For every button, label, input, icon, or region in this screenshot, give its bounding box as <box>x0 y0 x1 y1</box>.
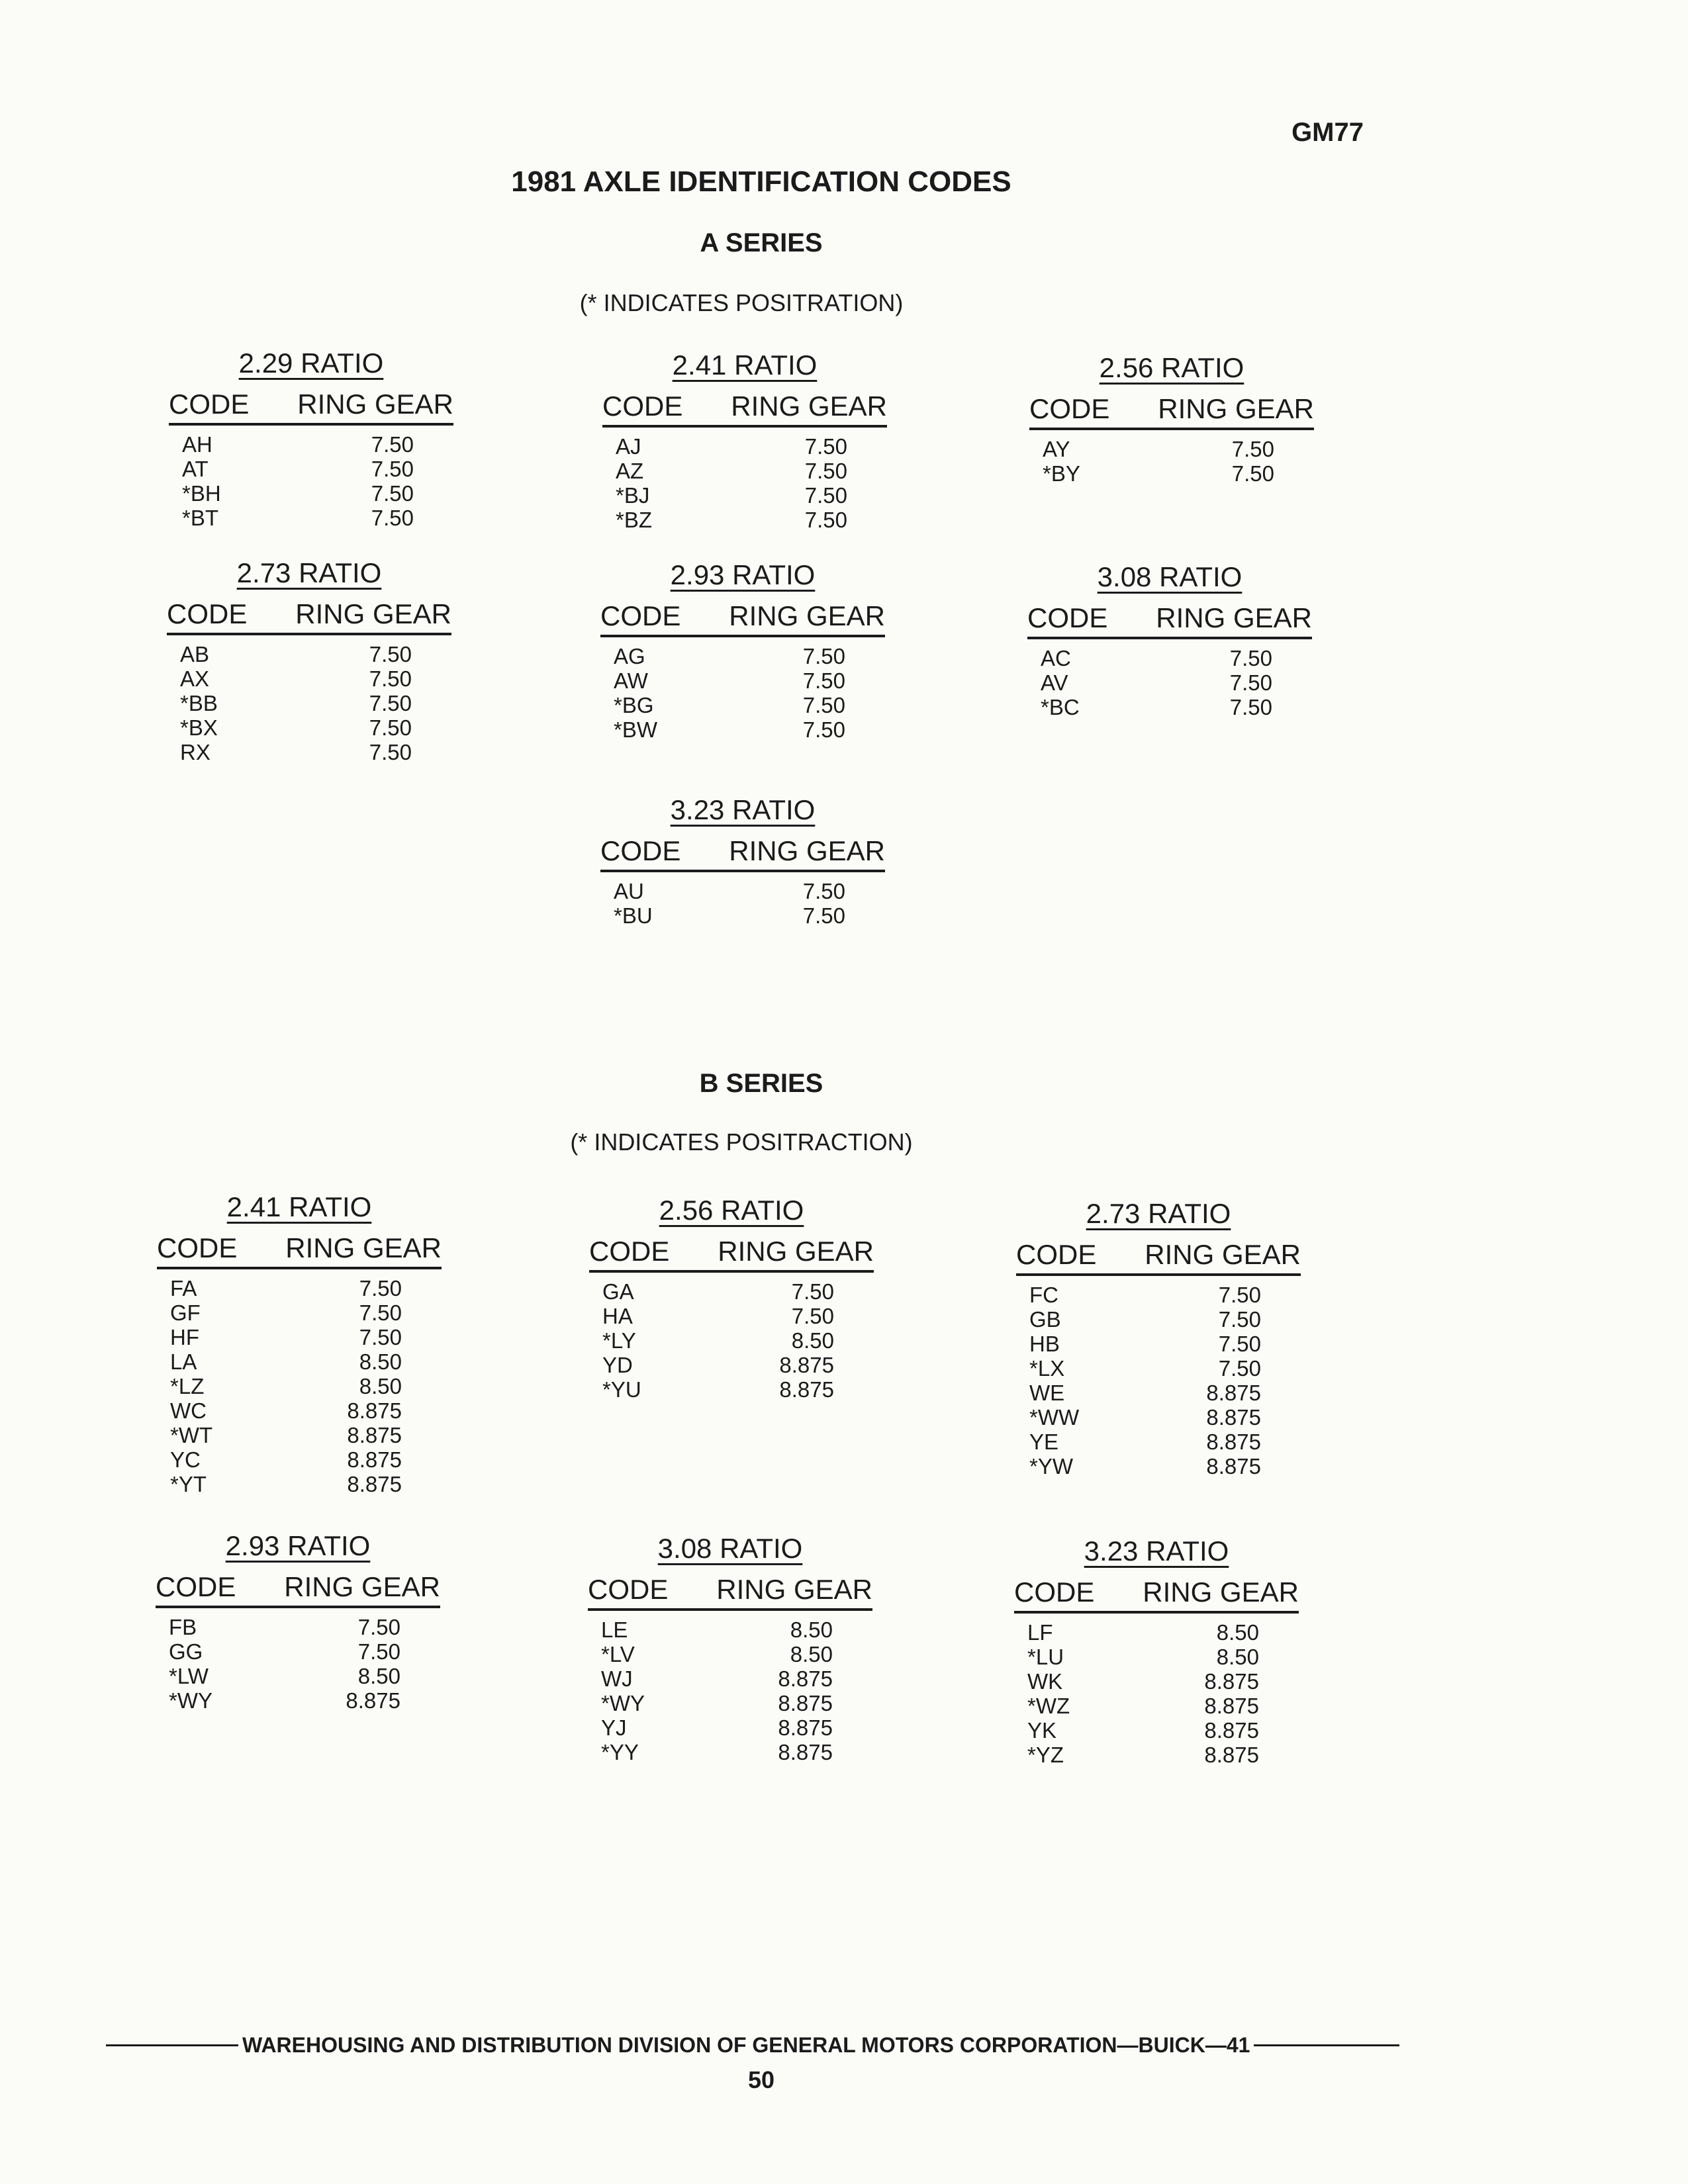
ring-gear-size: 8.50 <box>359 1349 402 1374</box>
table-row <box>589 1304 874 1328</box>
ring-gear-size: 7.50 <box>1231 437 1274 461</box>
table-header <box>588 1574 872 1611</box>
axle-code: FB <box>169 1615 197 1639</box>
axle-code: *BB <box>180 691 218 715</box>
axle-code: *BZ <box>616 508 653 532</box>
ratio-title <box>1029 352 1314 384</box>
ratio-table <box>1029 352 1314 486</box>
ratio-table <box>1027 561 1312 719</box>
table-header <box>602 390 887 428</box>
table-header <box>1027 602 1312 639</box>
ring-gear-size: 8.50 <box>1216 1645 1259 1669</box>
ring-gear-size: 7.50 <box>804 459 847 483</box>
axle-code: YC <box>170 1447 201 1472</box>
axle-code: *WY <box>169 1688 212 1713</box>
ratio-title <box>1027 561 1312 593</box>
axle-code: RX <box>180 740 211 764</box>
axle-code: *BY <box>1043 461 1080 486</box>
page-number: 50 <box>747 2066 775 2093</box>
code-column-header: CODE <box>1029 393 1110 424</box>
ring-gear-column-header: RING GEAR <box>284 1571 440 1602</box>
ring-gear-column-header: RING GEAR <box>729 600 885 631</box>
ring-gear-size: 7.50 <box>1218 1332 1261 1356</box>
axle-code: AG <box>614 644 645 668</box>
ring-gear-size: 7.50 <box>369 691 412 715</box>
table-row <box>157 1423 442 1447</box>
code-column-header: CODE <box>1016 1239 1097 1270</box>
a-series-heading: A SERIES <box>700 228 823 257</box>
table-row <box>169 506 453 530</box>
ratio-table <box>600 559 885 742</box>
axle-code: *YU <box>602 1377 641 1402</box>
ring-gear-size: 8.50 <box>357 1664 400 1688</box>
ring-gear-column-header: RING GEAR <box>729 835 885 866</box>
ring-gear-size: 8.875 <box>1204 1743 1259 1767</box>
axle-code: *BG <box>614 693 654 717</box>
axle-code: GA <box>602 1279 634 1304</box>
axle-code: WJ <box>601 1666 633 1691</box>
axle-code: GB <box>1029 1307 1061 1332</box>
table-row <box>156 1639 440 1664</box>
table-row <box>157 1447 442 1472</box>
ratio-table <box>157 1191 442 1496</box>
ring-gear-size: 7.50 <box>802 644 845 668</box>
axle-code: AT <box>182 457 209 481</box>
ring-gear-size: 7.50 <box>1218 1283 1261 1307</box>
axle-code: FC <box>1029 1283 1058 1307</box>
ring-gear-size: 7.50 <box>802 879 845 903</box>
axle-code: AH <box>182 432 212 457</box>
ratio-label: 2.73 RATIO <box>236 557 382 588</box>
table-row <box>167 715 451 740</box>
b-series-note: (* INDICATES POSITRACTION) <box>570 1128 913 1156</box>
ratio-title <box>589 1195 874 1226</box>
axle-code: AX <box>180 666 210 691</box>
ring-gear-column-header: RING GEAR <box>1143 1576 1299 1608</box>
ring-gear-size: 8.875 <box>1206 1381 1261 1405</box>
axle-code: *LW <box>169 1664 209 1688</box>
table-row <box>1014 1718 1299 1743</box>
footer-text: WAREHOUSING AND DISTRIBUTION DIVISION OF GENERAL MOTORS CORPORATION—BUICK—41 <box>242 2033 1250 2057</box>
table-row <box>1027 670 1312 695</box>
ring-gear-size: 8.875 <box>1206 1454 1261 1479</box>
axle-code: YK <box>1027 1718 1057 1743</box>
table-row <box>157 1398 442 1423</box>
ring-gear-size: 7.50 <box>791 1304 834 1328</box>
table-header <box>157 1232 442 1269</box>
table-row <box>1016 1307 1301 1332</box>
ring-gear-size: 7.50 <box>369 642 412 666</box>
axle-code: GF <box>170 1300 201 1325</box>
ring-gear-size: 8.875 <box>778 1715 833 1740</box>
ratio-label: 2.73 RATIO <box>1086 1198 1231 1229</box>
ring-gear-column-header: RING GEAR <box>295 598 451 629</box>
axle-code: *WZ <box>1027 1694 1070 1718</box>
ring-gear-column-header: RING GEAR <box>718 1236 874 1267</box>
axle-code: *LV <box>601 1642 635 1666</box>
table-row <box>600 879 885 903</box>
table-row <box>588 1642 872 1666</box>
ring-gear-size: 7.50 <box>791 1279 834 1304</box>
table-row <box>156 1664 440 1688</box>
ratio-table <box>1014 1535 1299 1767</box>
axle-code: *YT <box>170 1472 207 1496</box>
axle-code: *WY <box>601 1691 645 1715</box>
axle-code: *YW <box>1029 1454 1073 1479</box>
ring-gear-size: 8.875 <box>346 1688 400 1713</box>
code-column-header: CODE <box>1027 602 1108 633</box>
axle-code: AU <box>614 879 644 903</box>
ring-gear-size: 8.875 <box>779 1377 834 1402</box>
axle-code: WE <box>1029 1381 1065 1405</box>
axle-code: AJ <box>616 434 641 459</box>
axle-code: LE <box>601 1617 628 1642</box>
axle-code: AV <box>1041 670 1068 695</box>
axle-code: *BH <box>182 481 221 506</box>
ratio-label: 2.56 RATIO <box>1099 352 1244 383</box>
table-row <box>588 1666 872 1691</box>
ring-gear-size: 7.50 <box>802 693 845 717</box>
ring-gear-size: 7.50 <box>357 1639 400 1664</box>
table-row <box>600 903 885 928</box>
ring-gear-size: 7.50 <box>357 1615 400 1639</box>
ratio-title <box>1016 1198 1301 1230</box>
axle-code: *LU <box>1027 1645 1064 1669</box>
ratio-label: 2.29 RATIO <box>238 347 384 379</box>
ring-gear-size: 8.875 <box>1206 1405 1261 1430</box>
ratio-label: 2.93 RATIO <box>225 1530 371 1561</box>
table-row <box>156 1688 440 1713</box>
axle-code: *LY <box>602 1328 636 1353</box>
code-column-header: CODE <box>167 598 248 629</box>
table-row <box>589 1353 874 1377</box>
table-row <box>1016 1283 1301 1307</box>
table-row <box>1016 1332 1301 1356</box>
ratio-title <box>169 347 453 379</box>
table-row <box>588 1740 872 1764</box>
table-row <box>157 1374 442 1398</box>
ring-gear-size: 7.50 <box>802 717 845 742</box>
code-column-header: CODE <box>157 1232 238 1263</box>
table-row <box>600 668 885 693</box>
axle-code: AC <box>1041 646 1071 670</box>
axle-code: WC <box>170 1398 207 1423</box>
ring-gear-column-header: RING GEAR <box>285 1232 442 1263</box>
b-series-heading: B SERIES <box>699 1069 823 1098</box>
ring-gear-size: 8.50 <box>359 1374 402 1398</box>
table-header <box>600 600 885 637</box>
ring-gear-size: 7.50 <box>1229 646 1272 670</box>
table-row <box>602 483 887 508</box>
ratio-label: 3.08 RATIO <box>657 1533 803 1564</box>
axle-code: *LX <box>1029 1356 1065 1381</box>
ring-gear-size: 7.50 <box>359 1300 402 1325</box>
table-row <box>156 1615 440 1639</box>
table-row <box>169 481 453 506</box>
table-header <box>169 388 453 426</box>
ring-gear-size: 7.50 <box>371 457 414 481</box>
table-row <box>600 693 885 717</box>
ring-gear-column-header: RING GEAR <box>716 1574 872 1605</box>
code-column-header: CODE <box>156 1571 236 1602</box>
ratio-title <box>600 559 885 591</box>
ratio-table <box>167 557 451 764</box>
code-column-header: CODE <box>600 835 681 866</box>
axle-code: AZ <box>616 459 644 483</box>
footer <box>106 2033 1403 2058</box>
table-row <box>1014 1645 1299 1669</box>
ring-gear-column-header: RING GEAR <box>1145 1239 1301 1270</box>
ring-gear-size: 7.50 <box>1229 695 1272 719</box>
table-row <box>157 1325 442 1349</box>
axle-code: LA <box>170 1349 197 1374</box>
table-row <box>1014 1743 1299 1767</box>
ratio-title <box>602 349 887 381</box>
table-row <box>1027 646 1312 670</box>
axle-code: FA <box>170 1276 197 1300</box>
ring-gear-size: 7.50 <box>804 508 847 532</box>
table-header <box>1014 1576 1299 1614</box>
axle-code: YJ <box>601 1715 627 1740</box>
ring-gear-size: 7.50 <box>369 740 412 764</box>
ring-gear-size: 8.875 <box>347 1423 402 1447</box>
ring-gear-size: 7.50 <box>802 903 845 928</box>
axle-code: AB <box>180 642 210 666</box>
ring-gear-size: 7.50 <box>369 666 412 691</box>
table-header <box>167 598 451 635</box>
axle-code: *BC <box>1041 695 1080 719</box>
table-header <box>600 835 885 872</box>
table-row <box>169 457 453 481</box>
table-row <box>1016 1430 1301 1454</box>
table-row <box>1016 1405 1301 1430</box>
table-row <box>167 642 451 666</box>
ring-gear-size: 8.875 <box>1204 1694 1259 1718</box>
ring-gear-size: 8.875 <box>1206 1430 1261 1454</box>
ring-gear-size: 7.50 <box>804 483 847 508</box>
ratio-table <box>589 1195 874 1402</box>
ring-gear-size: 7.50 <box>804 434 847 459</box>
ring-gear-size: 8.875 <box>1204 1669 1259 1694</box>
table-row <box>169 432 453 457</box>
ring-gear-size: 8.50 <box>791 1328 834 1353</box>
ring-gear-size: 8.875 <box>778 1666 833 1691</box>
table-row <box>167 666 451 691</box>
page-title: 1981 AXLE IDENTIFICATION CODES <box>511 165 1011 198</box>
ratio-title <box>157 1191 442 1223</box>
ring-gear-size: 8.875 <box>347 1447 402 1472</box>
axle-code: *BJ <box>616 483 650 508</box>
table-row <box>588 1617 872 1642</box>
axle-code: YE <box>1029 1430 1059 1454</box>
table-row <box>600 717 885 742</box>
code-column-header: CODE <box>588 1574 669 1605</box>
ratio-table <box>602 349 887 532</box>
ring-gear-size: 7.50 <box>369 715 412 740</box>
code-column-header: CODE <box>602 390 683 422</box>
ring-gear-size: 8.875 <box>347 1472 402 1496</box>
ratio-table <box>169 347 453 530</box>
ratio-label: 2.41 RATIO <box>672 349 818 381</box>
ratio-label: 2.41 RATIO <box>226 1191 372 1222</box>
ratio-label: 2.56 RATIO <box>659 1195 804 1226</box>
axle-code: *LZ <box>170 1374 205 1398</box>
ratio-label: 3.23 RATIO <box>670 794 816 825</box>
table-row <box>602 459 887 483</box>
ring-gear-size: 7.50 <box>371 506 414 530</box>
ratio-title <box>588 1533 872 1565</box>
ratio-label: 2.93 RATIO <box>670 559 816 590</box>
table-row <box>589 1377 874 1402</box>
table-row <box>1014 1620 1299 1645</box>
ratio-title <box>167 557 451 589</box>
axle-code: *BT <box>182 506 219 530</box>
table-row <box>1016 1356 1301 1381</box>
table-header <box>1016 1239 1301 1276</box>
table-header <box>589 1236 874 1273</box>
ring-gear-size: 7.50 <box>1229 670 1272 695</box>
table-row <box>157 1276 442 1300</box>
ring-gear-column-header: RING GEAR <box>1156 602 1312 633</box>
ring-gear-size: 7.50 <box>1218 1356 1261 1381</box>
table-row <box>1016 1381 1301 1405</box>
axle-code: AW <box>614 668 648 693</box>
axle-code: HB <box>1029 1332 1060 1356</box>
table-row <box>167 740 451 764</box>
footer-rule-left <box>106 2044 238 2046</box>
axle-code: GG <box>169 1639 203 1664</box>
ratio-table <box>156 1530 440 1713</box>
ratio-label: 3.08 RATIO <box>1097 561 1243 592</box>
ratio-table <box>1016 1198 1301 1479</box>
ring-gear-size: 7.50 <box>359 1325 402 1349</box>
axle-code: WK <box>1027 1669 1063 1694</box>
axle-code: YD <box>602 1353 633 1377</box>
table-row <box>157 1349 442 1374</box>
axle-code: *WT <box>170 1423 213 1447</box>
axle-code: AY <box>1043 437 1070 461</box>
axle-code: *WW <box>1029 1405 1080 1430</box>
footer-rule-right <box>1254 2044 1399 2046</box>
code-column-header: CODE <box>600 600 681 631</box>
ring-gear-size: 7.50 <box>802 668 845 693</box>
a-series-note: (* INDICATES POSITRATION) <box>579 289 904 316</box>
document-id: GM77 <box>1291 118 1364 147</box>
table-row <box>602 434 887 459</box>
ring-gear-size: 7.50 <box>371 432 414 457</box>
ring-gear-size: 7.50 <box>359 1276 402 1300</box>
ring-gear-column-header: RING GEAR <box>731 390 887 422</box>
table-row <box>1029 461 1314 486</box>
table-row <box>1027 695 1312 719</box>
ring-gear-size: 8.50 <box>790 1617 833 1642</box>
axle-code: *BX <box>180 715 218 740</box>
ring-gear-size: 8.875 <box>1204 1718 1259 1743</box>
axle-code: HA <box>602 1304 633 1328</box>
table-row <box>589 1328 874 1353</box>
axle-code: *YY <box>601 1740 639 1764</box>
ring-gear-size: 7.50 <box>1218 1307 1261 1332</box>
table-header <box>1029 393 1314 430</box>
table-row <box>602 508 887 532</box>
ring-gear-column-header: RING GEAR <box>297 388 453 420</box>
ring-gear-size: 8.875 <box>778 1691 833 1715</box>
ring-gear-size: 8.875 <box>347 1398 402 1423</box>
axle-code: HF <box>170 1325 199 1349</box>
code-column-header: CODE <box>1014 1576 1095 1608</box>
table-row <box>157 1300 442 1325</box>
table-row <box>1014 1669 1299 1694</box>
ring-gear-column-header: RING GEAR <box>1158 393 1314 424</box>
ratio-title <box>156 1530 440 1562</box>
table-row <box>167 691 451 715</box>
ratio-title <box>600 794 885 826</box>
table-row <box>1014 1694 1299 1718</box>
table-row <box>588 1715 872 1740</box>
table-row <box>589 1279 874 1304</box>
ring-gear-size: 8.875 <box>779 1353 834 1377</box>
ratio-table <box>600 794 885 928</box>
axle-code: *YZ <box>1027 1743 1064 1767</box>
ratio-table <box>588 1533 872 1764</box>
table-row <box>1016 1454 1301 1479</box>
ratio-title <box>1014 1535 1299 1567</box>
table-row <box>588 1691 872 1715</box>
ring-gear-size: 7.50 <box>1231 461 1274 486</box>
axle-code: *BW <box>614 717 657 742</box>
table-row <box>600 644 885 668</box>
ring-gear-size: 8.50 <box>790 1642 833 1666</box>
table-row <box>1029 437 1314 461</box>
table-row <box>157 1472 442 1496</box>
ring-gear-size: 7.50 <box>371 481 414 506</box>
code-column-header: CODE <box>169 388 250 420</box>
axle-code: *BU <box>614 903 653 928</box>
ring-gear-size: 8.875 <box>778 1740 833 1764</box>
code-column-header: CODE <box>589 1236 670 1267</box>
ring-gear-size: 8.50 <box>1216 1620 1259 1645</box>
table-header <box>156 1571 440 1608</box>
axle-code: LF <box>1027 1620 1053 1645</box>
ratio-label: 3.23 RATIO <box>1084 1535 1229 1567</box>
